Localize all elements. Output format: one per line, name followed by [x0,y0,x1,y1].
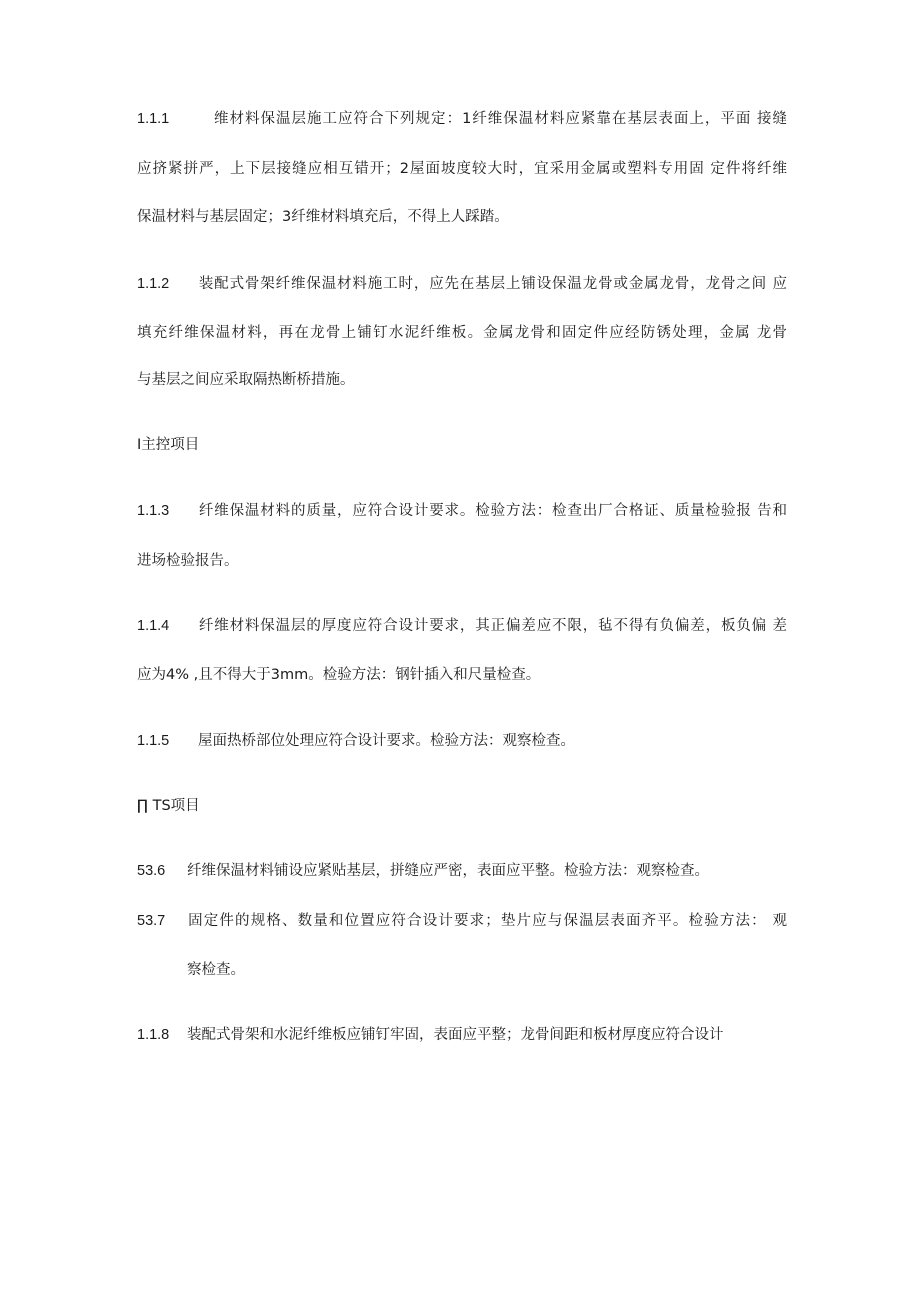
paragraph-1-1-2-line-3: 与基层之间应采取隔热断桥措施。 [137,372,355,388]
section-number: 1.1.5 [137,733,170,749]
paragraph-text: 装配式骨架和水泥纤维板应铺钉牢固，表面应平整；龙骨间距和板材厚度应符合设计 [187,1027,724,1043]
paragraph-text: 固定件的规格、数量和位置应符合设计要求；垫片应与保温层表面齐平。检验方法： 观 [187,913,787,929]
paragraph-text: 纤维保温材料的质量，应符合设计要求。检验方法：检查出厂合格证、质量检验报 告和 [198,503,787,519]
section-number: 1.1.2 [137,276,170,292]
paragraph-53-6 [137,858,787,884]
paragraph-1-1-4-line-2: 应为4% ,且不得大于3mm。检验方法：钢针插入和尺量检查。 [137,667,541,683]
section-number: 1.1.3 [137,503,170,519]
section-number: 1.1.1 [137,111,170,127]
paragraph-1-1-2-line-2: 填充纤维保温材料，再在龙骨上铺钉水泥纤维板。金属龙骨和固定件应经防锈处理，金属 龙骨 [137,325,787,341]
section-number: 53.7 [137,913,166,929]
paragraph-text: 纤维材料保温层的厚度应符合设计要求，其正偏差应不限，毡不得有负偏差，板负偏 差 [198,618,787,634]
paragraph-1-1-2-line-1 [137,271,787,297]
paragraph-1-1-5 [137,728,787,754]
paragraph-text: 纤维保温材料铺设应紧贴基层，拼缝应严密，表面应平整。检验方法：观察检查。 [187,863,709,879]
section-number: 1.1.8 [137,1027,170,1043]
paragraph-text: 屋面热桥部位处理应符合设计要求。检验方法：观察检查。 [198,733,575,749]
paragraph-text: 装配式骨架纤维保温材料施工时，应先在基层上铺设保温龙骨或金属龙骨，龙骨之间 应 [198,276,787,292]
heading-general-items: ∏ TS项目 [137,798,200,814]
paragraph-1-1-3-line-2: 进场检验报告。 [137,553,239,569]
paragraph-1-1-3-line-1 [137,498,787,524]
section-number: 53.6 [137,863,166,879]
paragraph-1-1-1-line-1 [137,106,787,132]
paragraph-text: 维材料保温层施工应符合下列规定：1纤维保温材料应紧靠在基层表面上，平面 接缝 [213,111,787,127]
paragraph-1-1-8 [137,1022,787,1048]
paragraph-1-1-4-line-1 [137,613,787,639]
paragraph-53-7-line-2: 察检查。 [187,962,245,978]
paragraph-1-1-1-line-3: 保温材料与基层固定；3纤维材料填充后，不得上人踩踏。 [137,209,509,225]
heading-main-items: I主控项目 [137,437,200,453]
paragraph-1-1-1-line-2: 应挤紧拼严，上下层接缝应相互错开；2屋面坡度较大时，宜采用金属或塑料专用固 定件将纤维 [137,161,787,177]
paragraph-53-7-line-1 [137,908,787,934]
section-number: 1.1.4 [137,618,170,634]
